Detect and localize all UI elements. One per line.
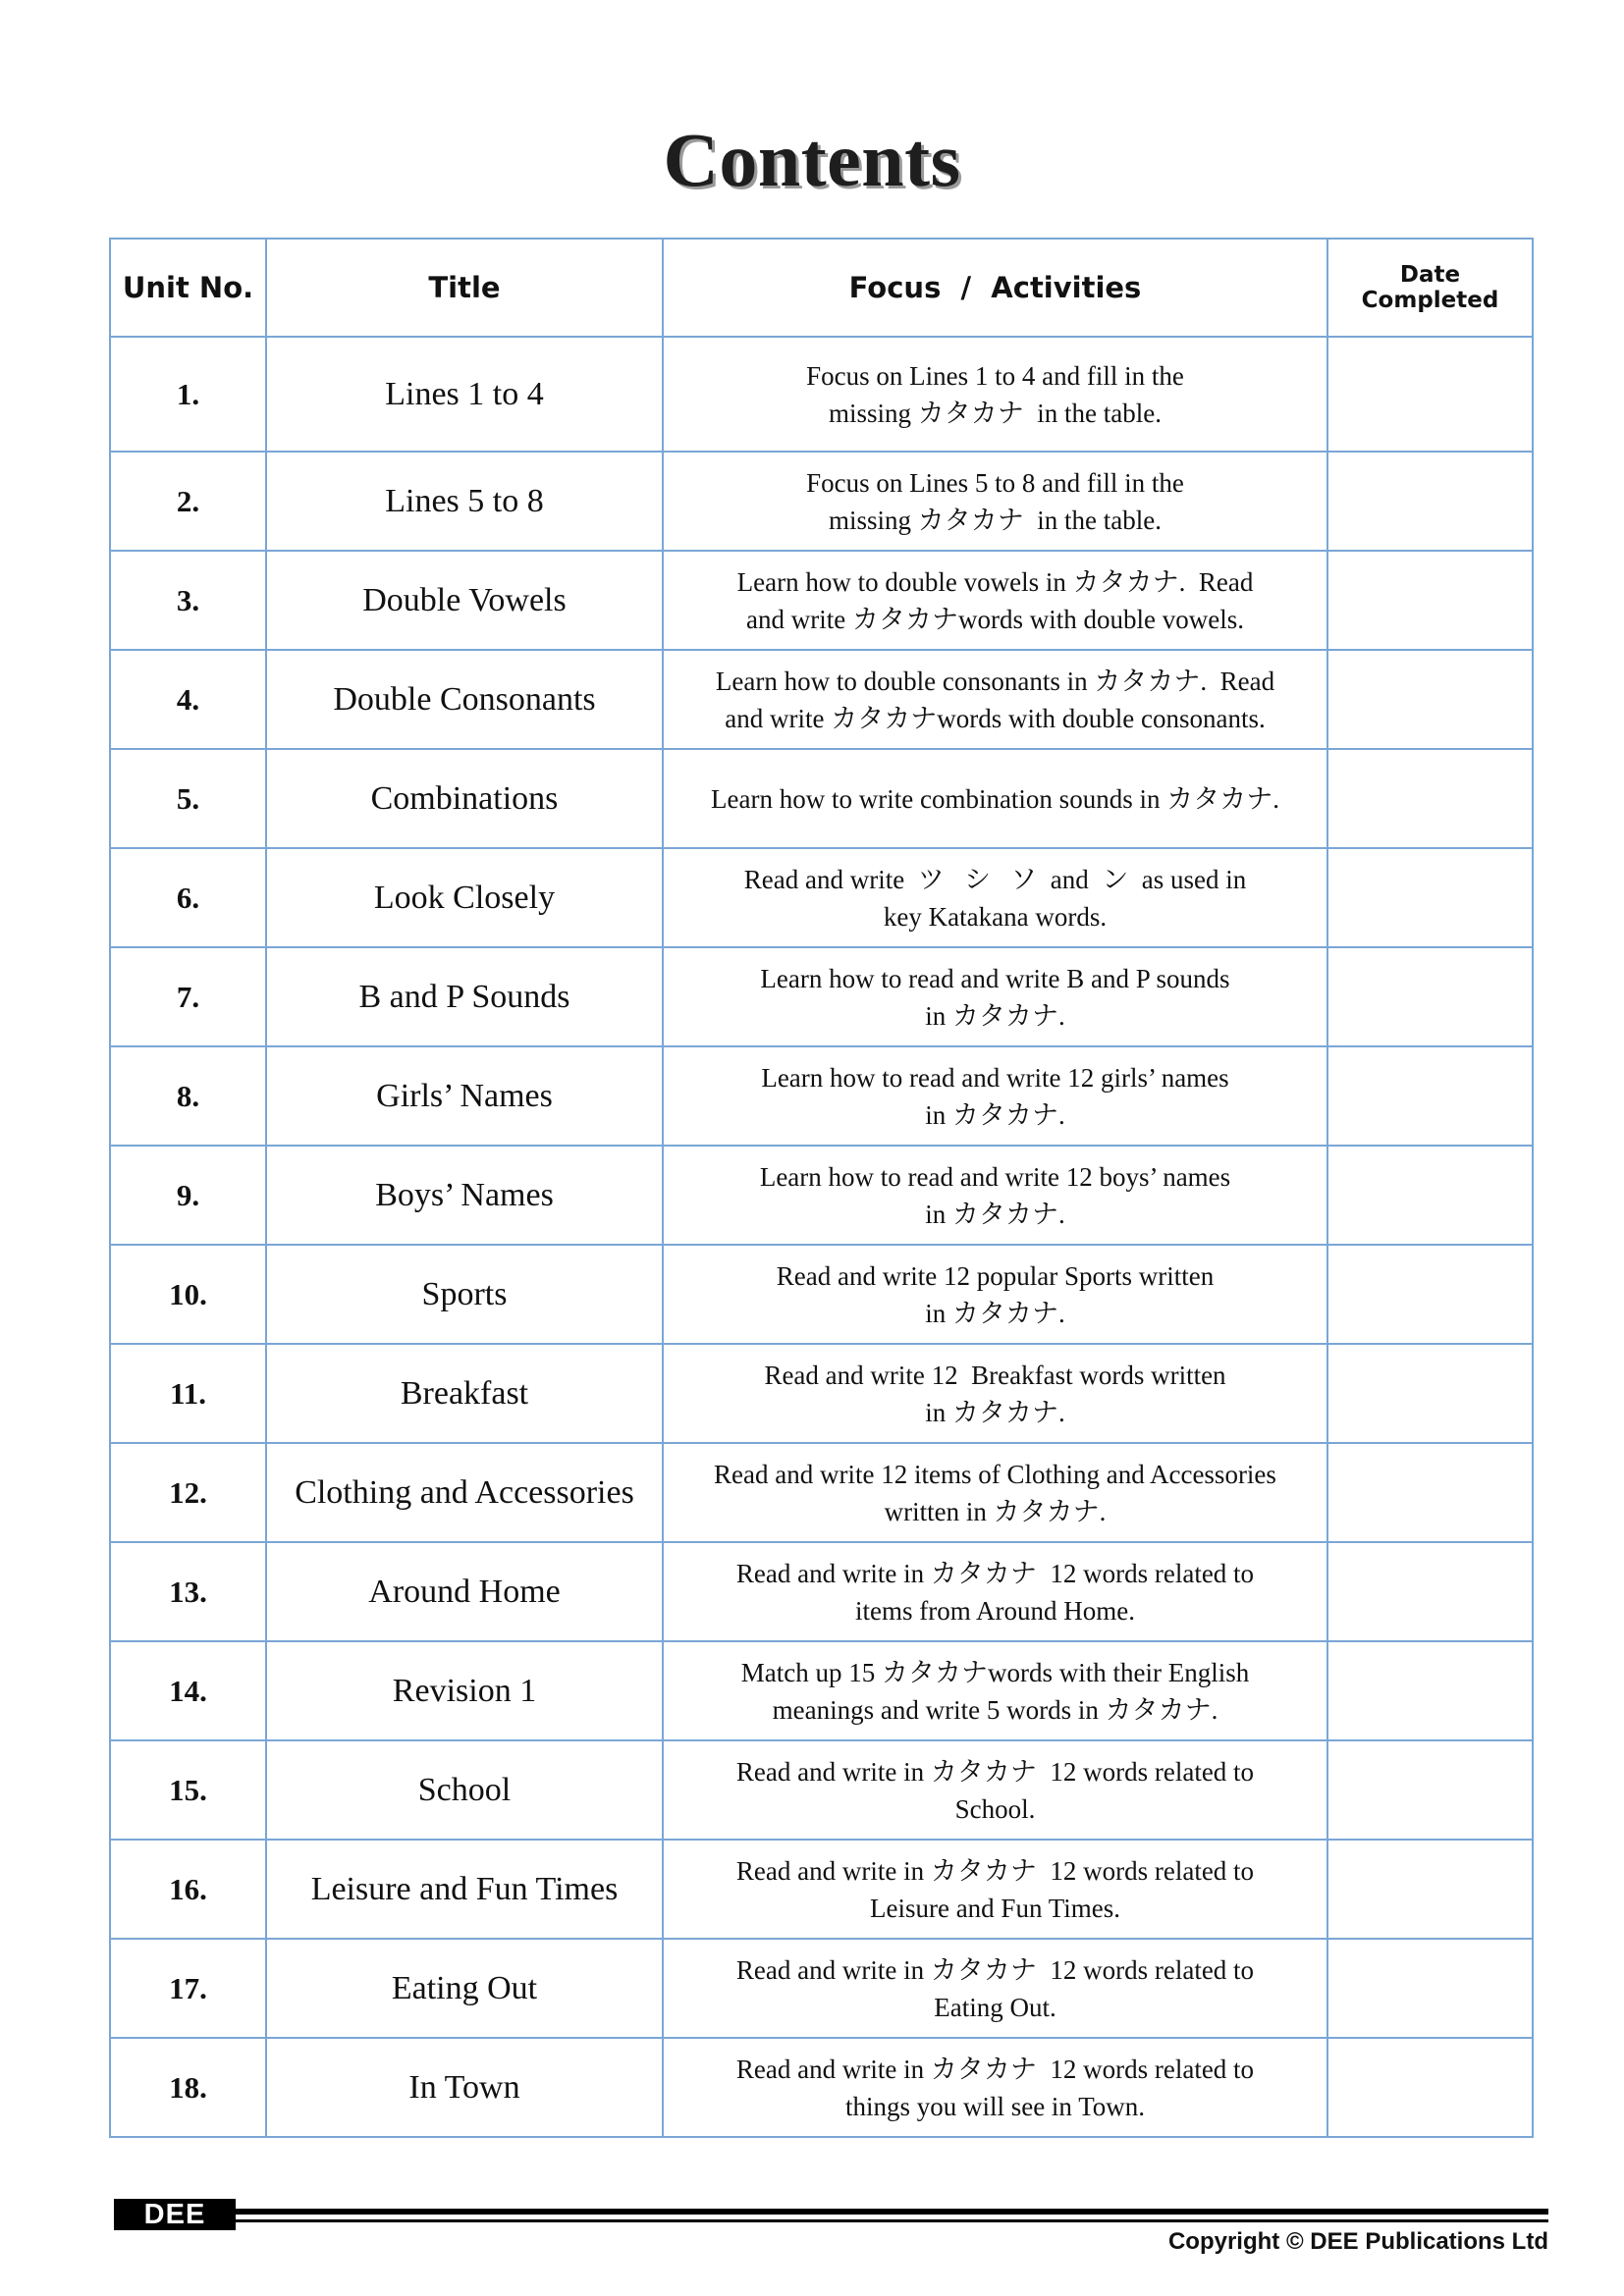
unit-title: Sports [266, 1245, 663, 1344]
header-unit-no: Unit No. [110, 239, 266, 337]
focus-line: things you will see in Town. [844, 2091, 1146, 2121]
focus-line: meanings and write 5 words in カタカナ. [772, 1694, 1218, 1725]
focus-line: Read and write 12 items of Clothing and Accessories [714, 1459, 1276, 1489]
date-completed-cell[interactable] [1327, 1740, 1533, 1840]
focus-line: Learn how to double vowels in カタカナ. Read [736, 566, 1254, 597]
focus-line: missing カタカナ in the table. [829, 398, 1162, 428]
page-title: Contents [663, 117, 961, 202]
focus-line: missing カタカナ in the table. [829, 505, 1162, 535]
unit-number: 16. [110, 1840, 266, 1939]
date-completed-cell[interactable] [1327, 947, 1533, 1046]
unit-title: Revision 1 [266, 1641, 663, 1740]
unit-focus-activities [663, 848, 1327, 947]
table-row [110, 749, 1533, 848]
date-completed-cell[interactable] [1327, 1245, 1533, 1344]
unit-title: Breakfast [266, 1344, 663, 1443]
unit-title: Boys’ Names [266, 1146, 663, 1245]
focus-line: and write カタカナwords with double vowels. [746, 604, 1244, 634]
unit-title: Double Consonants [266, 650, 663, 749]
unit-title: Lines 5 to 8 [266, 452, 663, 551]
date-completed-cell[interactable] [1327, 1443, 1533, 1542]
table-row [110, 1740, 1533, 1840]
unit-focus-activities [663, 1641, 1327, 1740]
focus-line: Focus on Lines 1 to 4 and fill in the [806, 360, 1184, 391]
unit-title: Clothing and Accessories [266, 1443, 663, 1542]
unit-number: 10. [110, 1245, 266, 1344]
unit-number: 7. [110, 947, 266, 1046]
table-row [110, 1046, 1533, 1146]
date-completed-cell[interactable] [1327, 1046, 1533, 1146]
unit-focus-activities [663, 947, 1327, 1046]
table-row [110, 1443, 1533, 1542]
unit-focus-activities [663, 452, 1327, 551]
table-row [110, 337, 1533, 452]
date-completed-cell[interactable] [1327, 1344, 1533, 1443]
date-completed-cell[interactable] [1327, 1542, 1533, 1641]
unit-number: 3. [110, 551, 266, 650]
unit-number: 4. [110, 650, 266, 749]
date-completed-cell[interactable] [1327, 1939, 1533, 2038]
focus-line: Learn how to read and write B and P sounds [760, 963, 1230, 993]
date-completed-cell[interactable] [1327, 1840, 1533, 1939]
table-row [110, 452, 1533, 551]
focus-line: Learn how to write combination sounds in カタカナ. [711, 783, 1279, 814]
unit-focus-activities [663, 1245, 1327, 1344]
table-row [110, 2038, 1533, 2137]
focus-line: Read and write ツ シ ソ and ン as used in [743, 864, 1247, 894]
focus-line: Match up 15 カタカナwords with their English [740, 1657, 1250, 1687]
date-completed-cell[interactable] [1327, 551, 1533, 650]
focus-line: Focus on Lines 5 to 8 and fill in the [806, 467, 1184, 498]
focus-line: Read and write 12 Breakfast words written [764, 1360, 1226, 1390]
unit-title: Around Home [266, 1542, 663, 1641]
unit-focus-activities [663, 1443, 1327, 1542]
unit-title: B and P Sounds [266, 947, 663, 1046]
date-completed-cell[interactable] [1327, 848, 1533, 947]
focus-line: key Katakana words. [883, 901, 1108, 932]
unit-title: School [266, 1740, 663, 1840]
focus-line: in カタカナ. [925, 1298, 1065, 1328]
focus-line: Read and write in カタカナ 12 words related to [735, 1558, 1255, 1588]
date-completed-cell[interactable] [1327, 650, 1533, 749]
focus-line: and write カタカナwords with double consonants. [725, 703, 1266, 733]
date-completed-cell[interactable] [1327, 2038, 1533, 2137]
copyright-notice: Copyright © DEE Publications Ltd [1167, 2228, 1548, 2255]
unit-number: 11. [110, 1344, 266, 1443]
unit-focus-activities [663, 1840, 1327, 1939]
focus-line: Read and write in カタカナ 12 words related to [735, 2054, 1255, 2084]
focus-line: Eating Out. [934, 1992, 1056, 2022]
unit-title: Double Vowels [266, 551, 663, 650]
date-completed-cell[interactable] [1327, 452, 1533, 551]
date-completed-cell[interactable] [1327, 749, 1533, 848]
unit-title: Lines 1 to 4 [266, 337, 663, 452]
unit-title: In Town [266, 2038, 663, 2137]
unit-focus-activities [663, 551, 1327, 650]
unit-number: 14. [110, 1641, 266, 1740]
table-row [110, 1146, 1533, 1245]
focus-line: items from Around Home. [855, 1595, 1135, 1626]
header-focus-activities: Focus / Activities [663, 239, 1327, 337]
table-row [110, 848, 1533, 947]
focus-line: Read and write 12 popular Sports written [776, 1260, 1215, 1291]
focus-line: Read and write in カタカナ 12 words related to [735, 1954, 1255, 1985]
unit-number: 17. [110, 1939, 266, 2038]
focus-line: in カタカナ. [925, 1000, 1065, 1031]
unit-focus-activities [663, 337, 1327, 452]
unit-number: 13. [110, 1542, 266, 1641]
focus-line: Read and write in カタカナ 12 words related to [735, 1855, 1255, 1886]
unit-number: 9. [110, 1146, 266, 1245]
table-row [110, 1939, 1533, 2038]
unit-number: 12. [110, 1443, 266, 1542]
unit-focus-activities [663, 2038, 1327, 2137]
unit-title: Girls’ Names [266, 1046, 663, 1146]
focus-line: School. [954, 1793, 1036, 1824]
unit-focus-activities [663, 1344, 1327, 1443]
focus-line: in カタカナ. [925, 1199, 1065, 1229]
contents-table [109, 238, 1534, 2138]
focus-line: Learn how to read and write 12 girls’ names [761, 1062, 1229, 1093]
publisher-logo: DEE [114, 2199, 236, 2230]
unit-focus-activities [663, 749, 1327, 848]
unit-focus-activities [663, 1740, 1327, 1840]
header-date-completed: Date Completed [1327, 239, 1533, 337]
unit-number: 5. [110, 749, 266, 848]
unit-focus-activities [663, 1939, 1327, 2038]
focus-line: Leisure and Fun Times. [869, 1893, 1120, 1923]
table-row [110, 1245, 1533, 1344]
unit-number: 15. [110, 1740, 266, 1840]
unit-focus-activities [663, 1046, 1327, 1146]
date-completed-cell[interactable] [1327, 1146, 1533, 1245]
unit-title: Look Closely [266, 848, 663, 947]
footer-rule-thin [236, 2219, 1548, 2222]
unit-focus-activities [663, 1542, 1327, 1641]
unit-number: 1. [110, 337, 266, 452]
table-row [110, 551, 1533, 650]
table-row [110, 947, 1533, 1046]
unit-number: 6. [110, 848, 266, 947]
focus-line: Learn how to read and write 12 boys’ names [759, 1161, 1231, 1192]
unit-number: 8. [110, 1046, 266, 1146]
unit-number: 2. [110, 452, 266, 551]
table-row [110, 1344, 1533, 1443]
unit-title: Eating Out [266, 1939, 663, 2038]
table-row [110, 1641, 1533, 1740]
unit-title: Leisure and Fun Times [266, 1840, 663, 1939]
focus-line: written in カタカナ. [884, 1496, 1107, 1526]
date-completed-cell[interactable] [1327, 337, 1533, 452]
unit-number: 18. [110, 2038, 266, 2137]
table-row [110, 1542, 1533, 1641]
unit-title: Combinations [266, 749, 663, 848]
focus-line: Learn how to double consonants in カタカナ. Read [715, 666, 1275, 696]
table-body [110, 337, 1533, 2137]
unit-focus-activities [663, 1146, 1327, 1245]
table-row [110, 650, 1533, 749]
footer-rule-thick [236, 2209, 1548, 2215]
unit-focus-activities [663, 650, 1327, 749]
table-row [110, 1840, 1533, 1939]
focus-line: Read and write in カタカナ 12 words related to [735, 1756, 1255, 1787]
focus-line: in カタカナ. [925, 1397, 1065, 1427]
header-title: Title [266, 239, 663, 337]
date-completed-cell[interactable] [1327, 1641, 1533, 1740]
table-header-row [110, 239, 1533, 337]
focus-line: in カタカナ. [925, 1099, 1065, 1130]
